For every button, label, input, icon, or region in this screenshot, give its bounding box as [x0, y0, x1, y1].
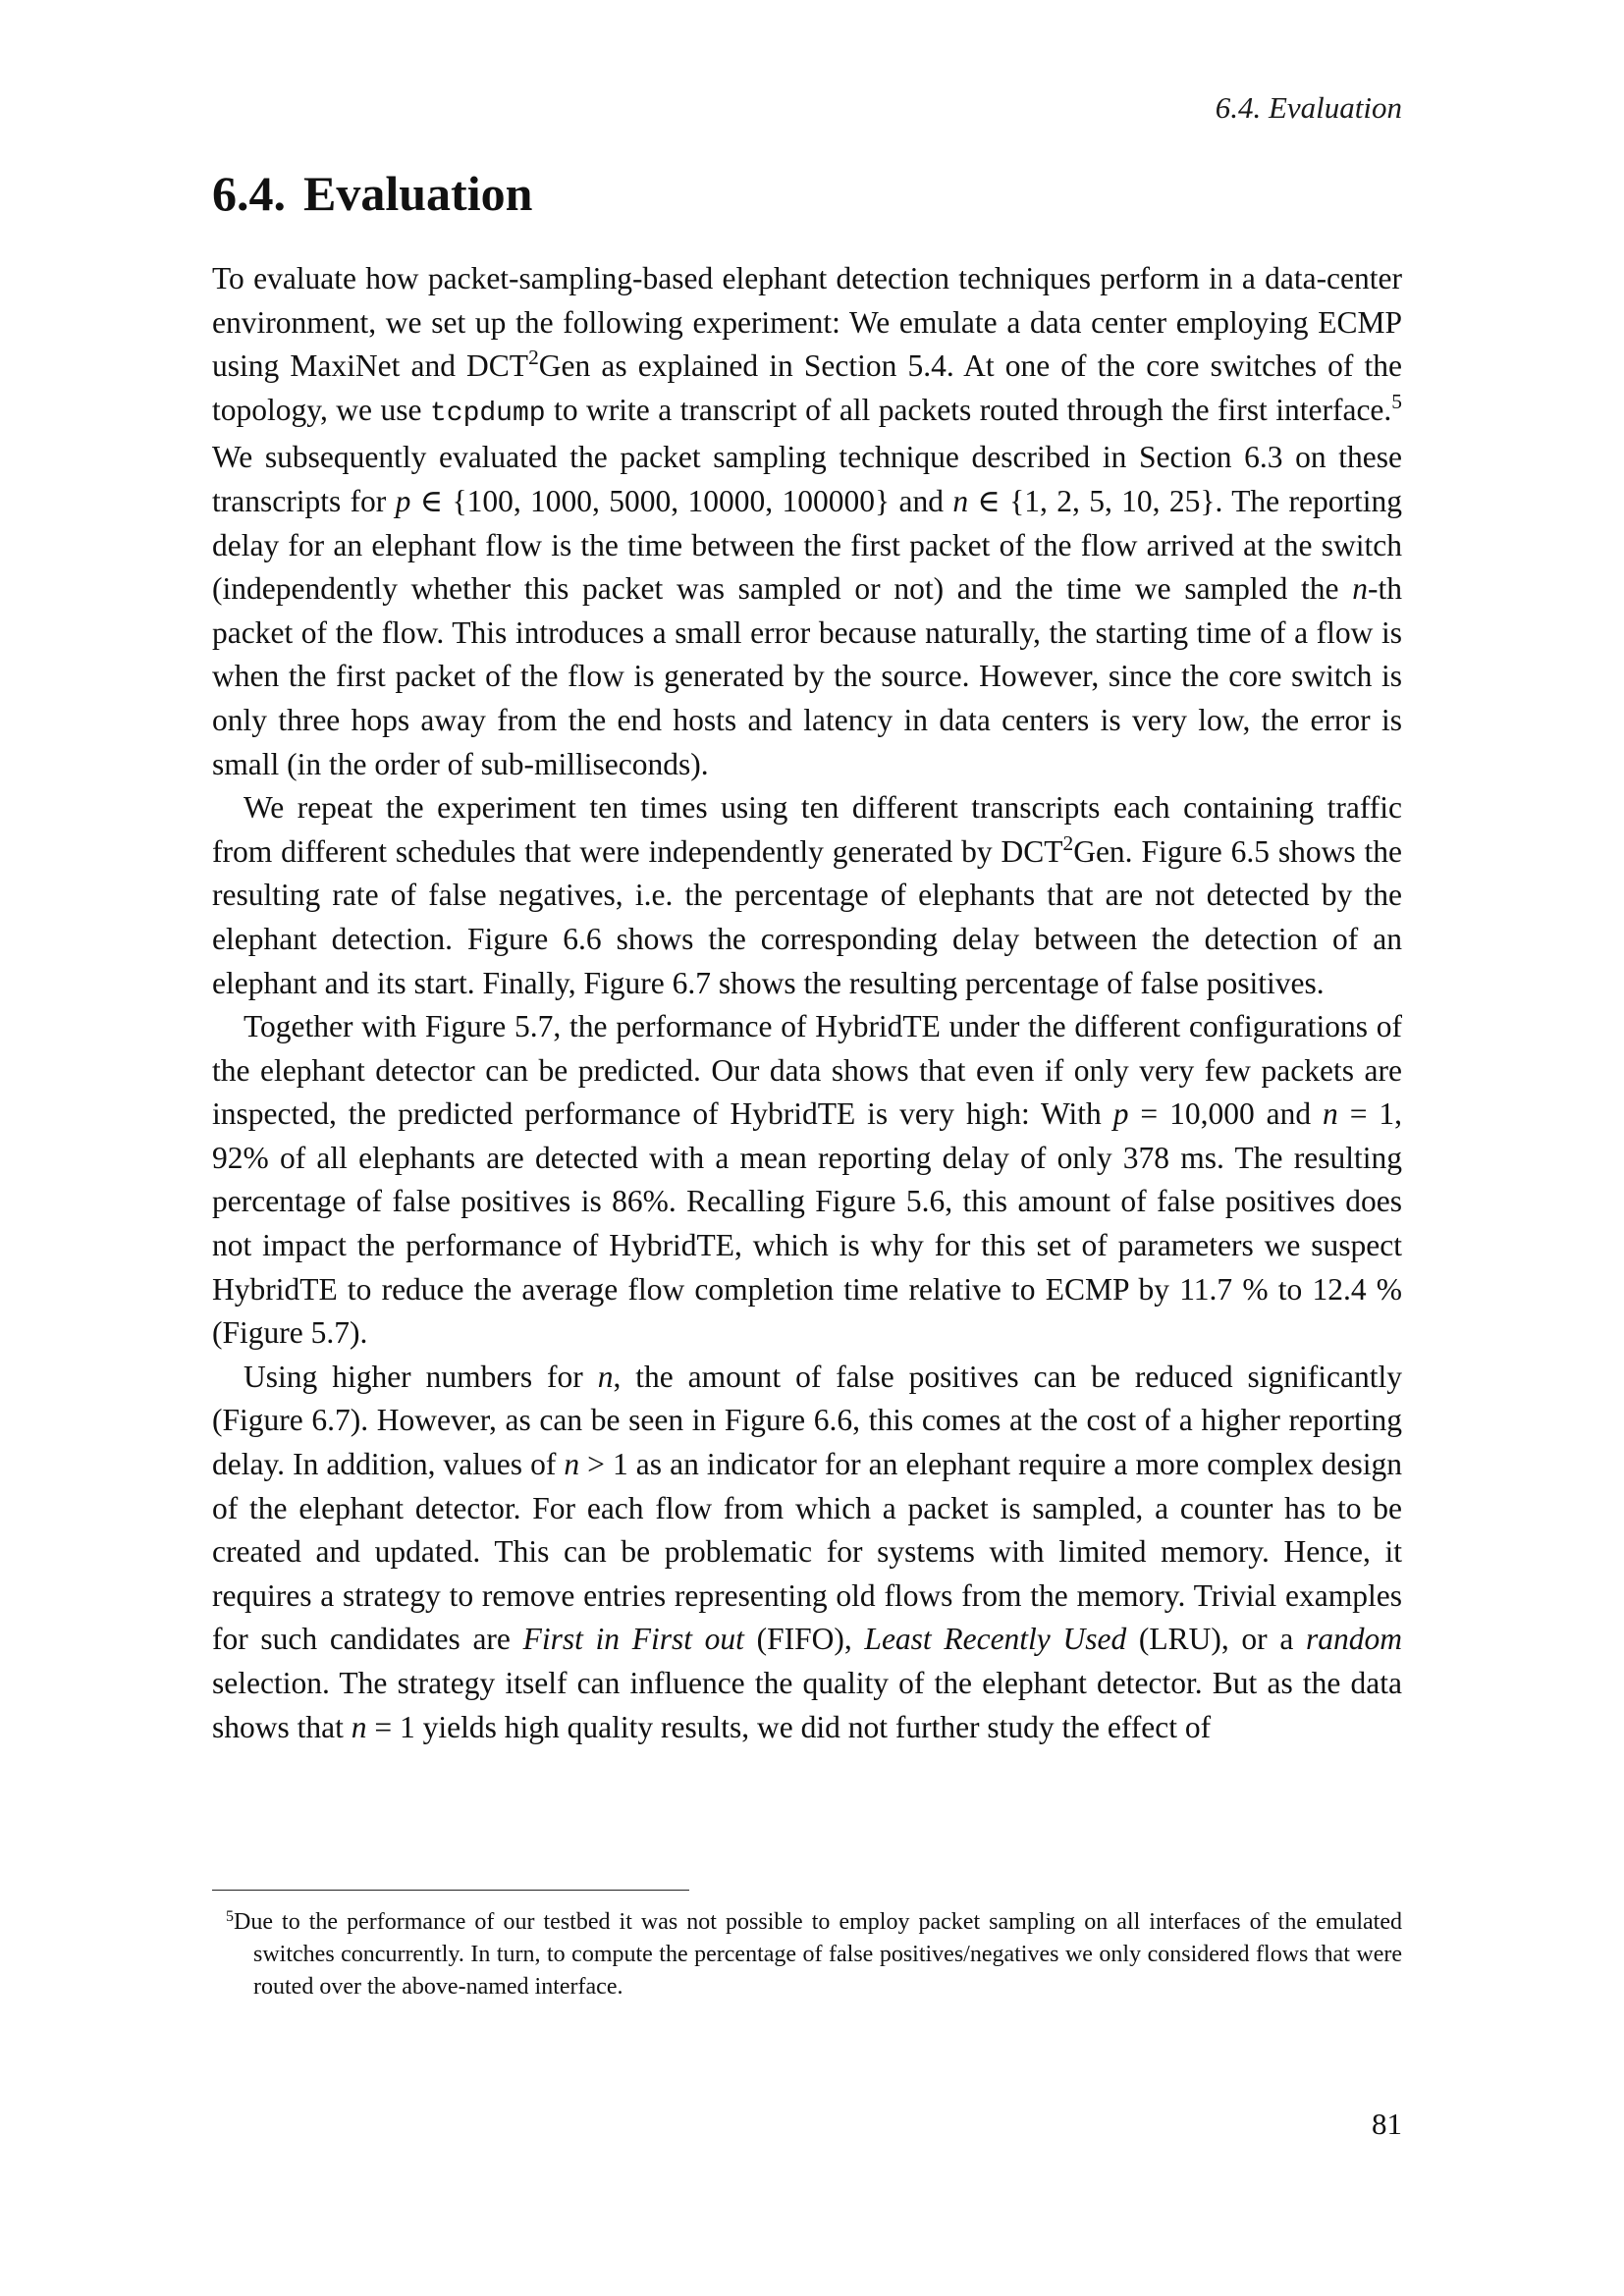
text-run: = 10,000 and [1128, 1096, 1324, 1132]
section-title: Evaluation [303, 166, 533, 221]
section-number: 6.4. [212, 166, 286, 221]
text-run: Gen as explained in Section 5.4. At one of the core switches of the topology, we use [212, 348, 1402, 427]
superscript: 2 [528, 346, 539, 370]
page-number: 81 [1372, 2107, 1402, 2141]
superscript: 2 [1062, 830, 1074, 855]
body-text [212, 257, 1402, 1749]
text-run: To evaluate how packet-sampling-based elephant detection techniques perform in a data-center environment, we set up the following experiment: We emulate a data center employing ECMP using MaxiNet and DCT [212, 261, 1402, 384]
text-run: ∈ {1, 2, 5, 10, 25}. The reporting delay for an elephant flow is the time between the first packet of the flow arrived at the switch (independently whether this packet was sampled or not) and the time we sampled the [212, 483, 1402, 607]
text-run: = 1 yields high quality results, we did not further study the effect of [366, 1709, 1212, 1744]
text-run: > 1 as an indicator for an elephant require a more complex design of the elephant detector. For each flow from which a packet is sampled, a counter has to be created and updated. This can be problematic for systems with limited memory. Hence, it requires a strategy to remove entries representing old flows from the memory. Trivial examples for such candidates are [212, 1447, 1402, 1657]
paragraph-1 [212, 257, 1402, 786]
text-run: Using higher numbers for [244, 1359, 598, 1394]
paragraph-4 [212, 1356, 1402, 1749]
footnote-reference[interactable]: 5 [1391, 390, 1402, 414]
emphasis: First in First out [522, 1622, 744, 1657]
text-run: We subsequently evaluated the packet sampling technique described in Section 6.3 on these transcripts for [212, 440, 1402, 518]
text-run: Gen. Figure 6.5 shows the resulting rate of false negatives, i.e. the percentage of elephants that are not detected by the elephant detection. Figure 6.6 shows the corresponding delay between the detection of an elephant and its start. Finally, Figure 6.7 shows the resulting percentage of false positives. [212, 833, 1402, 1000]
emphasis: Least Recently Used [864, 1622, 1127, 1657]
section-heading [212, 165, 532, 222]
math-var: n [952, 483, 969, 518]
text-run: to write a transcript of all packets routed through the first interface. [545, 392, 1392, 427]
math-var: p [1112, 1096, 1129, 1132]
footnote-body [212, 1906, 1402, 2003]
paragraph-3 [212, 1005, 1402, 1356]
footnote-divider [212, 1890, 689, 1891]
paragraph-2 [212, 786, 1402, 1005]
text-run: , the amount of false positives can be reduced significantly (Figure 6.7). However, as can be seen in Figure 6.6, this comes at the cost of a higher reporting delay. In addition, values of [212, 1359, 1402, 1482]
text-run: ∈ {100, 1000, 5000, 10000, 100000} and [410, 483, 953, 518]
text-run: -th packet of the flow. This introduces a small error because naturally, the starting time of a flow is when the first packet of the flow is generated by the source. However, since the core switch is only three hops away from the end hosts and latency in data centers is very low, the error is small (in the order of sub-milliseconds). [212, 571, 1402, 781]
math-var: n [1352, 571, 1368, 607]
footnote [212, 1906, 1402, 2003]
emphasis: random [1306, 1622, 1403, 1657]
text-run: We repeat the experiment ten times using ten different transcripts each containing traffic from different schedules that were independently generated by DCT [212, 790, 1402, 869]
running-head: 6.4. Evaluation [1215, 90, 1402, 125]
text-run: Together with Figure 5.7, the performance of HybridTE under the different configurations of the elephant detector can be predicted. Our data shows that even if only very few packets are inspected, the predicted performance of HybridTE is very high: With [212, 1009, 1402, 1132]
code-tcpdump: tcpdump [429, 398, 546, 429]
text-run: (FIFO), [743, 1622, 865, 1657]
math-var: n [597, 1359, 614, 1394]
math-var: n [351, 1709, 367, 1744]
math-var: p [395, 483, 411, 518]
text-run: selection. The strategy itself can influence the quality of the elephant detector. But as the data shows that [212, 1666, 1402, 1744]
footnote-mark: 5 [226, 1908, 234, 1925]
footnote-text: Due to the performance of our testbed it was not possible to employ packet sampling on all interfaces of the emulated switches concurrently. In turn, to compute the percentage of false positives/negatives we only considered flows that were routed over the above-named interface. [234, 1909, 1402, 2000]
math-var: n [1323, 1096, 1338, 1132]
math-var: n [564, 1447, 580, 1482]
text-run: = 1, 92% of all elephants are detected with a mean reporting delay of only 378 ms. The resulting percentage of false positives is 86%. Recalling Figure 5.6, this amount of false positives does not impact the performance of HybridTE, which is why for this set of parameters we suspect HybridTE to reduce the average flow completion time relative to ECMP by 11.7 % to 12.4 % (Figure 5.7). [212, 1096, 1403, 1351]
text-run: (LRU), or a [1126, 1622, 1306, 1657]
